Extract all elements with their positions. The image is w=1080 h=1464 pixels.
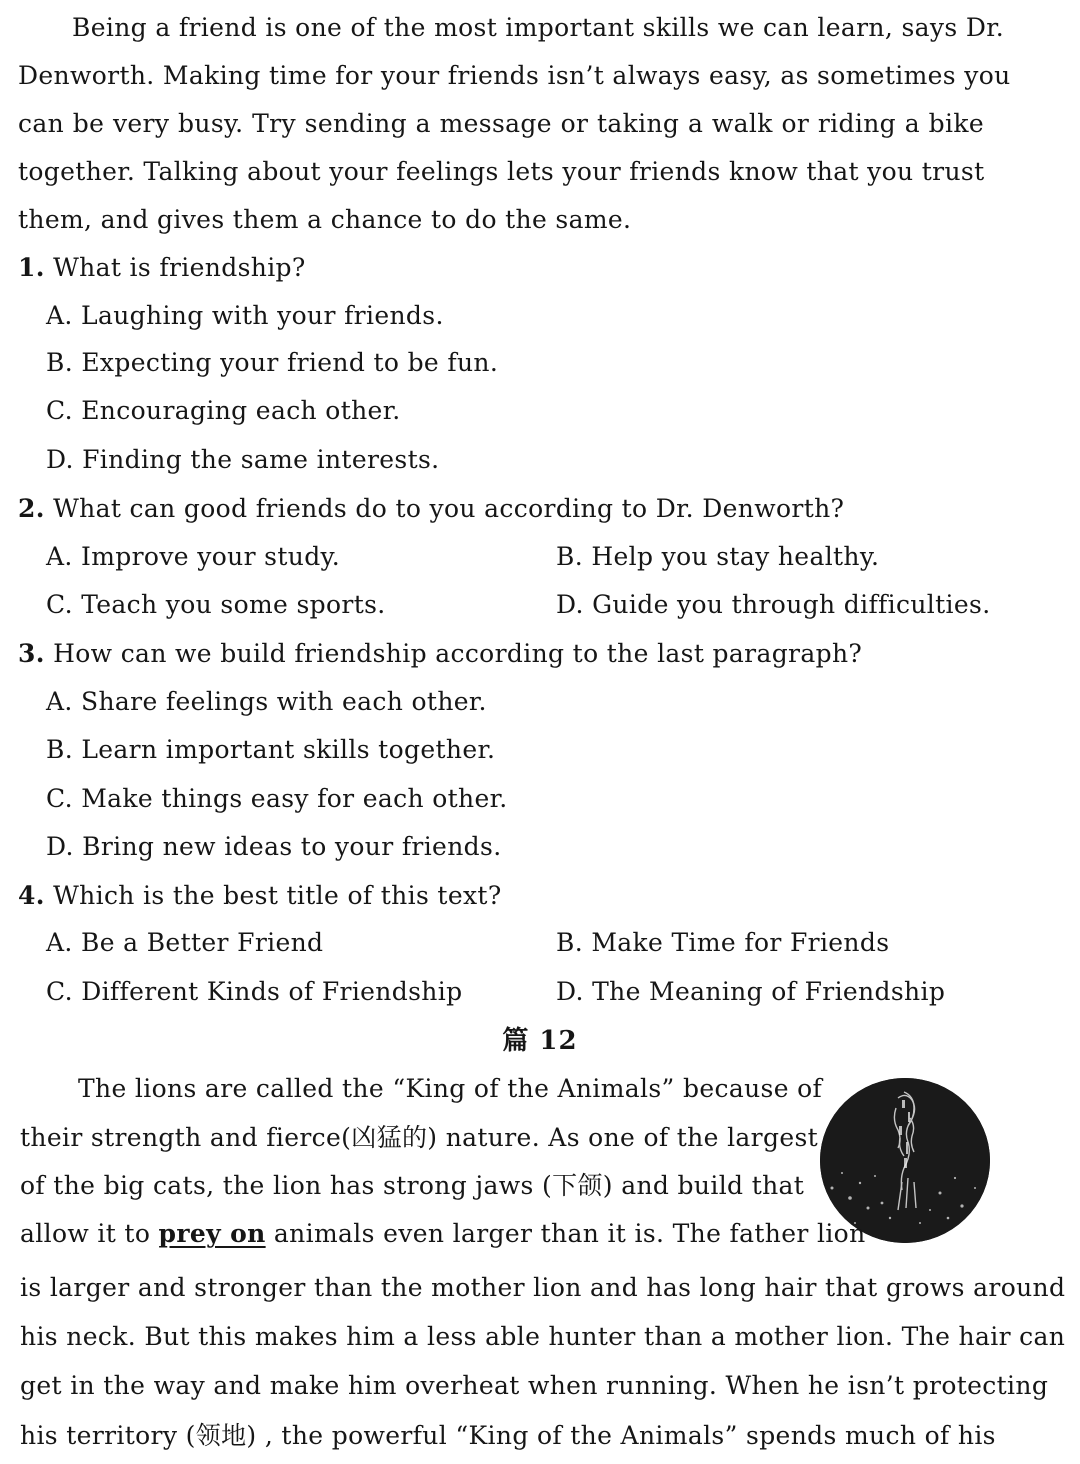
lion-line-6: his neck. But this makes him a less able hunter than a mother lion. The hair can <box>20 1322 1066 1351</box>
question-number: 2. <box>18 494 45 523</box>
option-1d[interactable] <box>46 445 439 475</box>
intro-line-1: Being a friend is one of the most important skills we can learn, says Dr. <box>72 13 1005 42</box>
option-text: Make things easy for each other. <box>81 784 508 813</box>
option-letter: B. <box>46 348 74 377</box>
option-letter: C. <box>46 396 73 425</box>
option-4c[interactable] <box>46 977 462 1007</box>
question-number: 4. <box>18 881 45 910</box>
option-text: Share feelings with each other. <box>81 687 487 716</box>
underlined-phrase: prey on <box>158 1219 266 1248</box>
intro-line-4: together. Talking about your feelings lets your friends know that you trust <box>18 157 985 186</box>
option-2c[interactable] <box>46 590 386 620</box>
lion-line-4 <box>20 1219 866 1249</box>
option-text: Finding the same interests. <box>82 445 440 474</box>
option-4d[interactable] <box>556 977 945 1007</box>
option-text: Improve your study. <box>81 542 341 571</box>
option-4b[interactable] <box>556 928 889 958</box>
question-number: 1. <box>18 253 45 282</box>
option-3d[interactable] <box>46 832 502 862</box>
lion-line-7: get in the way and make him overheat when running. When he isn’t protecting <box>20 1371 1049 1400</box>
intro-line-3: can be very busy. Try sending a message or taking a walk or riding a bike <box>18 109 984 138</box>
option-letter: B. <box>46 735 74 764</box>
lion-line-8: his territory (领地) , the powerful “King of the Animals” spends much of his <box>20 1421 996 1450</box>
option-2a[interactable] <box>46 542 340 572</box>
option-text: Guide you through difficulties. <box>592 590 991 619</box>
lion-line-3: of the big cats, the lion has strong jaws (下颌) and build that <box>20 1171 805 1200</box>
option-letter: A. <box>46 687 73 716</box>
intro-line-2: Denworth. Making time for your friends isn’t always easy, as sometimes you <box>18 61 1011 90</box>
option-text: Learn important skills together. <box>81 735 496 764</box>
section-title: 篇 12 <box>502 1026 578 1056</box>
option-letter: A. <box>46 301 73 330</box>
option-letter: A. <box>46 542 73 571</box>
option-letter: B. <box>556 928 584 957</box>
option-letter: B. <box>556 542 584 571</box>
option-text: Be a Better Friend <box>81 928 324 957</box>
question-text: What can good friends do to you according to Dr. Denworth? <box>53 494 845 523</box>
option-4a[interactable] <box>46 928 323 958</box>
question-text: How can we build friendship according to the last paragraph? <box>53 639 863 668</box>
option-letter: A. <box>46 928 73 957</box>
lion-line-2: their strength and fierce(凶猛的) nature. As one of the largest <box>20 1123 819 1152</box>
option-1c[interactable] <box>46 396 401 426</box>
option-text: Teach you some sports. <box>81 590 386 619</box>
option-2b[interactable] <box>556 542 879 572</box>
option-text: Expecting your friend to be fun. <box>81 348 499 377</box>
question-text: What is friendship? <box>53 253 306 282</box>
option-letter: D. <box>46 832 74 861</box>
option-letter: D. <box>46 445 74 474</box>
option-3b[interactable] <box>46 735 495 765</box>
option-text: Bring new ideas to your friends. <box>82 832 502 861</box>
lion-line-1: The lions are called the “King of the Animals” because of <box>78 1074 823 1103</box>
option-letter: D. <box>556 977 584 1006</box>
option-3a[interactable] <box>46 687 487 717</box>
option-2d[interactable] <box>556 590 991 620</box>
option-text: Different Kinds of Friendship <box>81 977 463 1006</box>
option-letter: D. <box>556 590 584 619</box>
option-letter: C. <box>46 784 73 813</box>
option-letter: C. <box>46 977 73 1006</box>
intro-line-5: them, and gives them a chance to do the same. <box>18 205 632 234</box>
option-text: Encouraging each other. <box>81 396 401 425</box>
option-text: Help you stay healthy. <box>591 542 880 571</box>
option-text: The Meaning of Friendship <box>592 977 946 1006</box>
option-1a[interactable] <box>46 301 444 331</box>
lion-line-5: is larger and stronger than the mother lion and has long hair that grows around <box>20 1273 1066 1302</box>
option-text: Laughing with your friends. <box>81 301 444 330</box>
question-text: Which is the best title of this text? <box>53 881 502 910</box>
option-3c[interactable] <box>46 784 508 814</box>
option-letter: C. <box>46 590 73 619</box>
option-1b[interactable] <box>46 348 498 378</box>
question-number: 3. <box>18 639 45 668</box>
lion-line-4-before: allow it to <box>20 1219 159 1248</box>
option-text: Make Time for Friends <box>591 928 890 957</box>
lion-line-4-after: animals even larger than it is. The father lion <box>265 1219 866 1248</box>
